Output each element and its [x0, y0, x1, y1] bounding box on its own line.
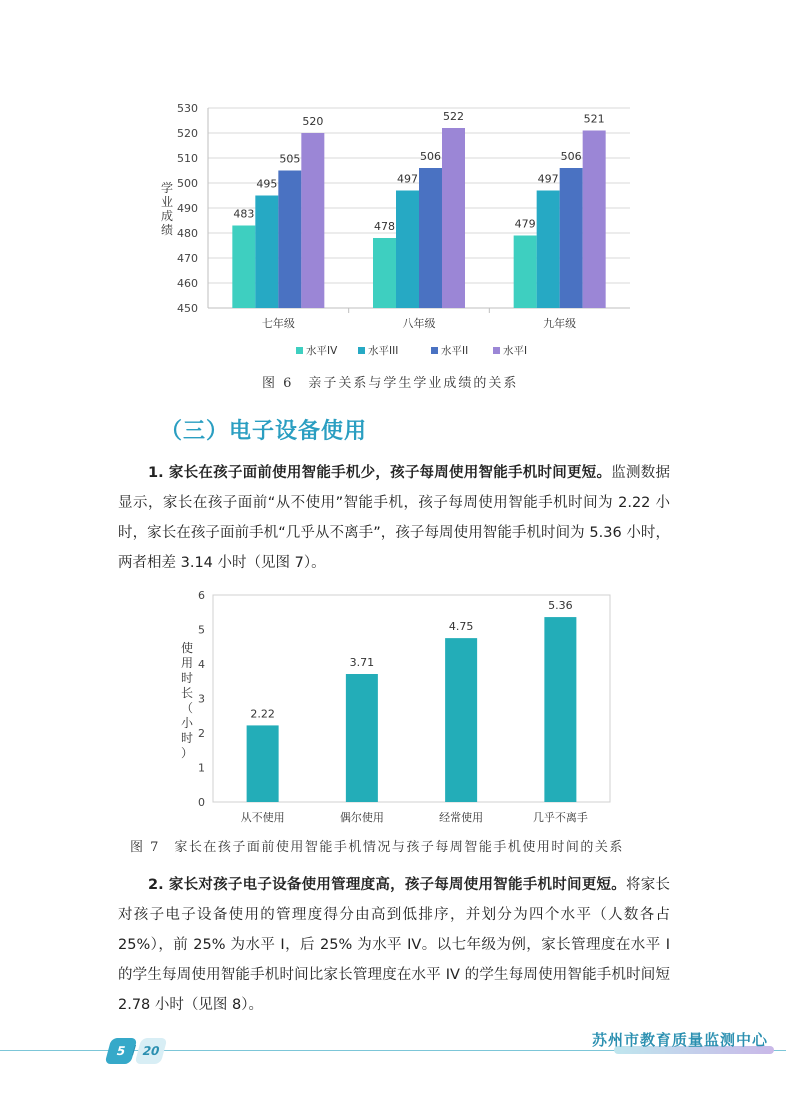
data-label: 497 — [397, 172, 418, 186]
y-tick-label: 490 — [177, 202, 198, 215]
y-axis-label: 用 — [180, 656, 194, 670]
bar — [537, 191, 560, 309]
bar — [514, 236, 537, 309]
data-label: 478 — [374, 220, 395, 233]
data-label: 521 — [583, 112, 605, 126]
x-tick-label: 从不使用 — [240, 811, 285, 824]
data-label: 4.75 — [448, 620, 474, 634]
paragraph-1-text: 监测数据显示，家长在孩子面前“从不使用”智能手机，孩子每周使用智能手机时间为 2.22 小时，家长在孩子面前手机“几乎从不离手”，孩子每周使用智能手机时间为 5.36 小时，两者相差 3.14 小时（见图 7）。 — [118, 465, 670, 571]
figure-7-caption: 图 7 家长在孩子面前使用智能手机情况与孩子每周智能手机使用时间的关系 — [130, 840, 624, 855]
bar — [445, 638, 477, 802]
y-tick-label: 0 — [198, 796, 205, 809]
legend-label: 水平III — [368, 345, 399, 357]
legend-swatch — [296, 347, 303, 354]
legend-label: 水平IV — [306, 345, 338, 357]
section-title: （三）电子设备使用 — [160, 419, 368, 444]
data-label: 2.22 — [250, 707, 275, 721]
y-tick-label: 520 — [177, 127, 198, 140]
legend-label: 水平I — [503, 345, 528, 357]
paragraph-2-text: 将家长对孩子电子设备使用的管理度得分由高到低排序，并划分为四个水平（人数各占 25%），前 25% 为水平 I，后 25% 为水平 IV。以七年级为例，家长管理度在水平 I 的学生每周使用智能手机时间比家长管理度在水平 IV 的学生每周使用智能手机时间短 2.78 小时（见图 8）。 — [118, 877, 670, 1013]
legend-label: 水平II — [441, 345, 469, 357]
x-tick-label: 经常使用 — [439, 811, 484, 824]
data-label: 3.71 — [349, 656, 375, 670]
bar — [560, 168, 583, 308]
data-label: 505 — [279, 152, 301, 166]
figure-7-chart — [170, 585, 620, 830]
y-tick-label: 480 — [177, 227, 198, 240]
y-axis-label: 长 — [180, 686, 194, 700]
y-axis-label: 时 — [180, 731, 194, 745]
y-axis-label: 时 — [180, 671, 194, 685]
y-axis-label: 使 — [180, 641, 194, 655]
y-tick-label: 6 — [198, 589, 205, 602]
x-tick-label: 七年级 — [261, 317, 295, 330]
y-axis-label: 学 — [160, 181, 174, 195]
page-indicator — [108, 1038, 168, 1064]
figure-6-caption: 图 6 亲子关系与学生学业成绩的关系 — [262, 376, 519, 391]
bar — [346, 674, 378, 802]
y-axis-label: ） — [180, 746, 194, 760]
paragraph-2-heading: 2. 家长对孩子电子设备使用管理度高，孩子每周使用智能手机时间更短。 — [148, 877, 626, 893]
data-label: 483 — [233, 207, 255, 221]
x-tick-label: 九年级 — [543, 317, 577, 330]
y-tick-label: 470 — [177, 252, 198, 265]
paragraph-1 — [118, 458, 670, 578]
legend-swatch — [358, 347, 365, 354]
data-label: 522 — [443, 110, 464, 123]
bar — [396, 191, 419, 309]
y-axis-label: 绩 — [160, 223, 174, 237]
x-tick-label: 八年级 — [402, 317, 436, 330]
data-label: 506 — [560, 150, 582, 163]
bar — [247, 725, 279, 802]
y-tick-label: 1 — [198, 761, 205, 775]
bar — [373, 238, 396, 308]
x-tick-label: 偶尔使用 — [339, 811, 384, 824]
y-axis-label: 小 — [180, 716, 194, 730]
y-tick-label: 450 — [177, 302, 198, 315]
data-label: 506 — [420, 150, 441, 163]
data-label: 497 — [537, 172, 559, 186]
y-tick-label: 2 — [198, 727, 205, 740]
y-tick-label: 510 — [177, 152, 198, 165]
y-axis-label: 成 — [160, 209, 174, 223]
paragraph-1-heading: 1. 家长在孩子面前使用智能手机少，孩子每周使用智能手机时间更短。 — [148, 465, 612, 481]
organization-name: 苏州市教育质量监测中心 — [591, 1031, 768, 1049]
y-tick-label: 5 — [198, 623, 205, 637]
bar — [301, 133, 324, 308]
y-tick-label: 500 — [177, 177, 198, 190]
y-tick-label: 460 — [177, 277, 198, 290]
x-tick-label: 几乎不离手 — [532, 811, 588, 824]
bar — [255, 196, 278, 309]
y-tick-label: 530 — [177, 102, 198, 115]
bar — [544, 617, 576, 802]
bar — [583, 131, 606, 309]
paragraph-2 — [118, 870, 670, 1020]
y-axis-label: （ — [180, 701, 194, 715]
current-page: 5 — [105, 1038, 138, 1064]
data-label: 520 — [302, 115, 324, 128]
legend-swatch — [431, 347, 438, 354]
data-label: 5.36 — [548, 599, 573, 613]
data-label: 479 — [514, 217, 536, 231]
bar — [419, 168, 442, 308]
y-tick-label: 3 — [198, 692, 205, 706]
total-pages: 20 — [135, 1038, 168, 1064]
bar — [278, 171, 301, 309]
data-label: 495 — [256, 177, 278, 191]
bar — [442, 128, 465, 308]
page-separator: / — [132, 1043, 137, 1057]
figure-6-chart — [150, 95, 640, 365]
y-axis-label: 业 — [160, 195, 174, 209]
legend-swatch — [493, 347, 500, 354]
bar — [232, 226, 255, 309]
y-tick-label: 4 — [198, 658, 205, 671]
